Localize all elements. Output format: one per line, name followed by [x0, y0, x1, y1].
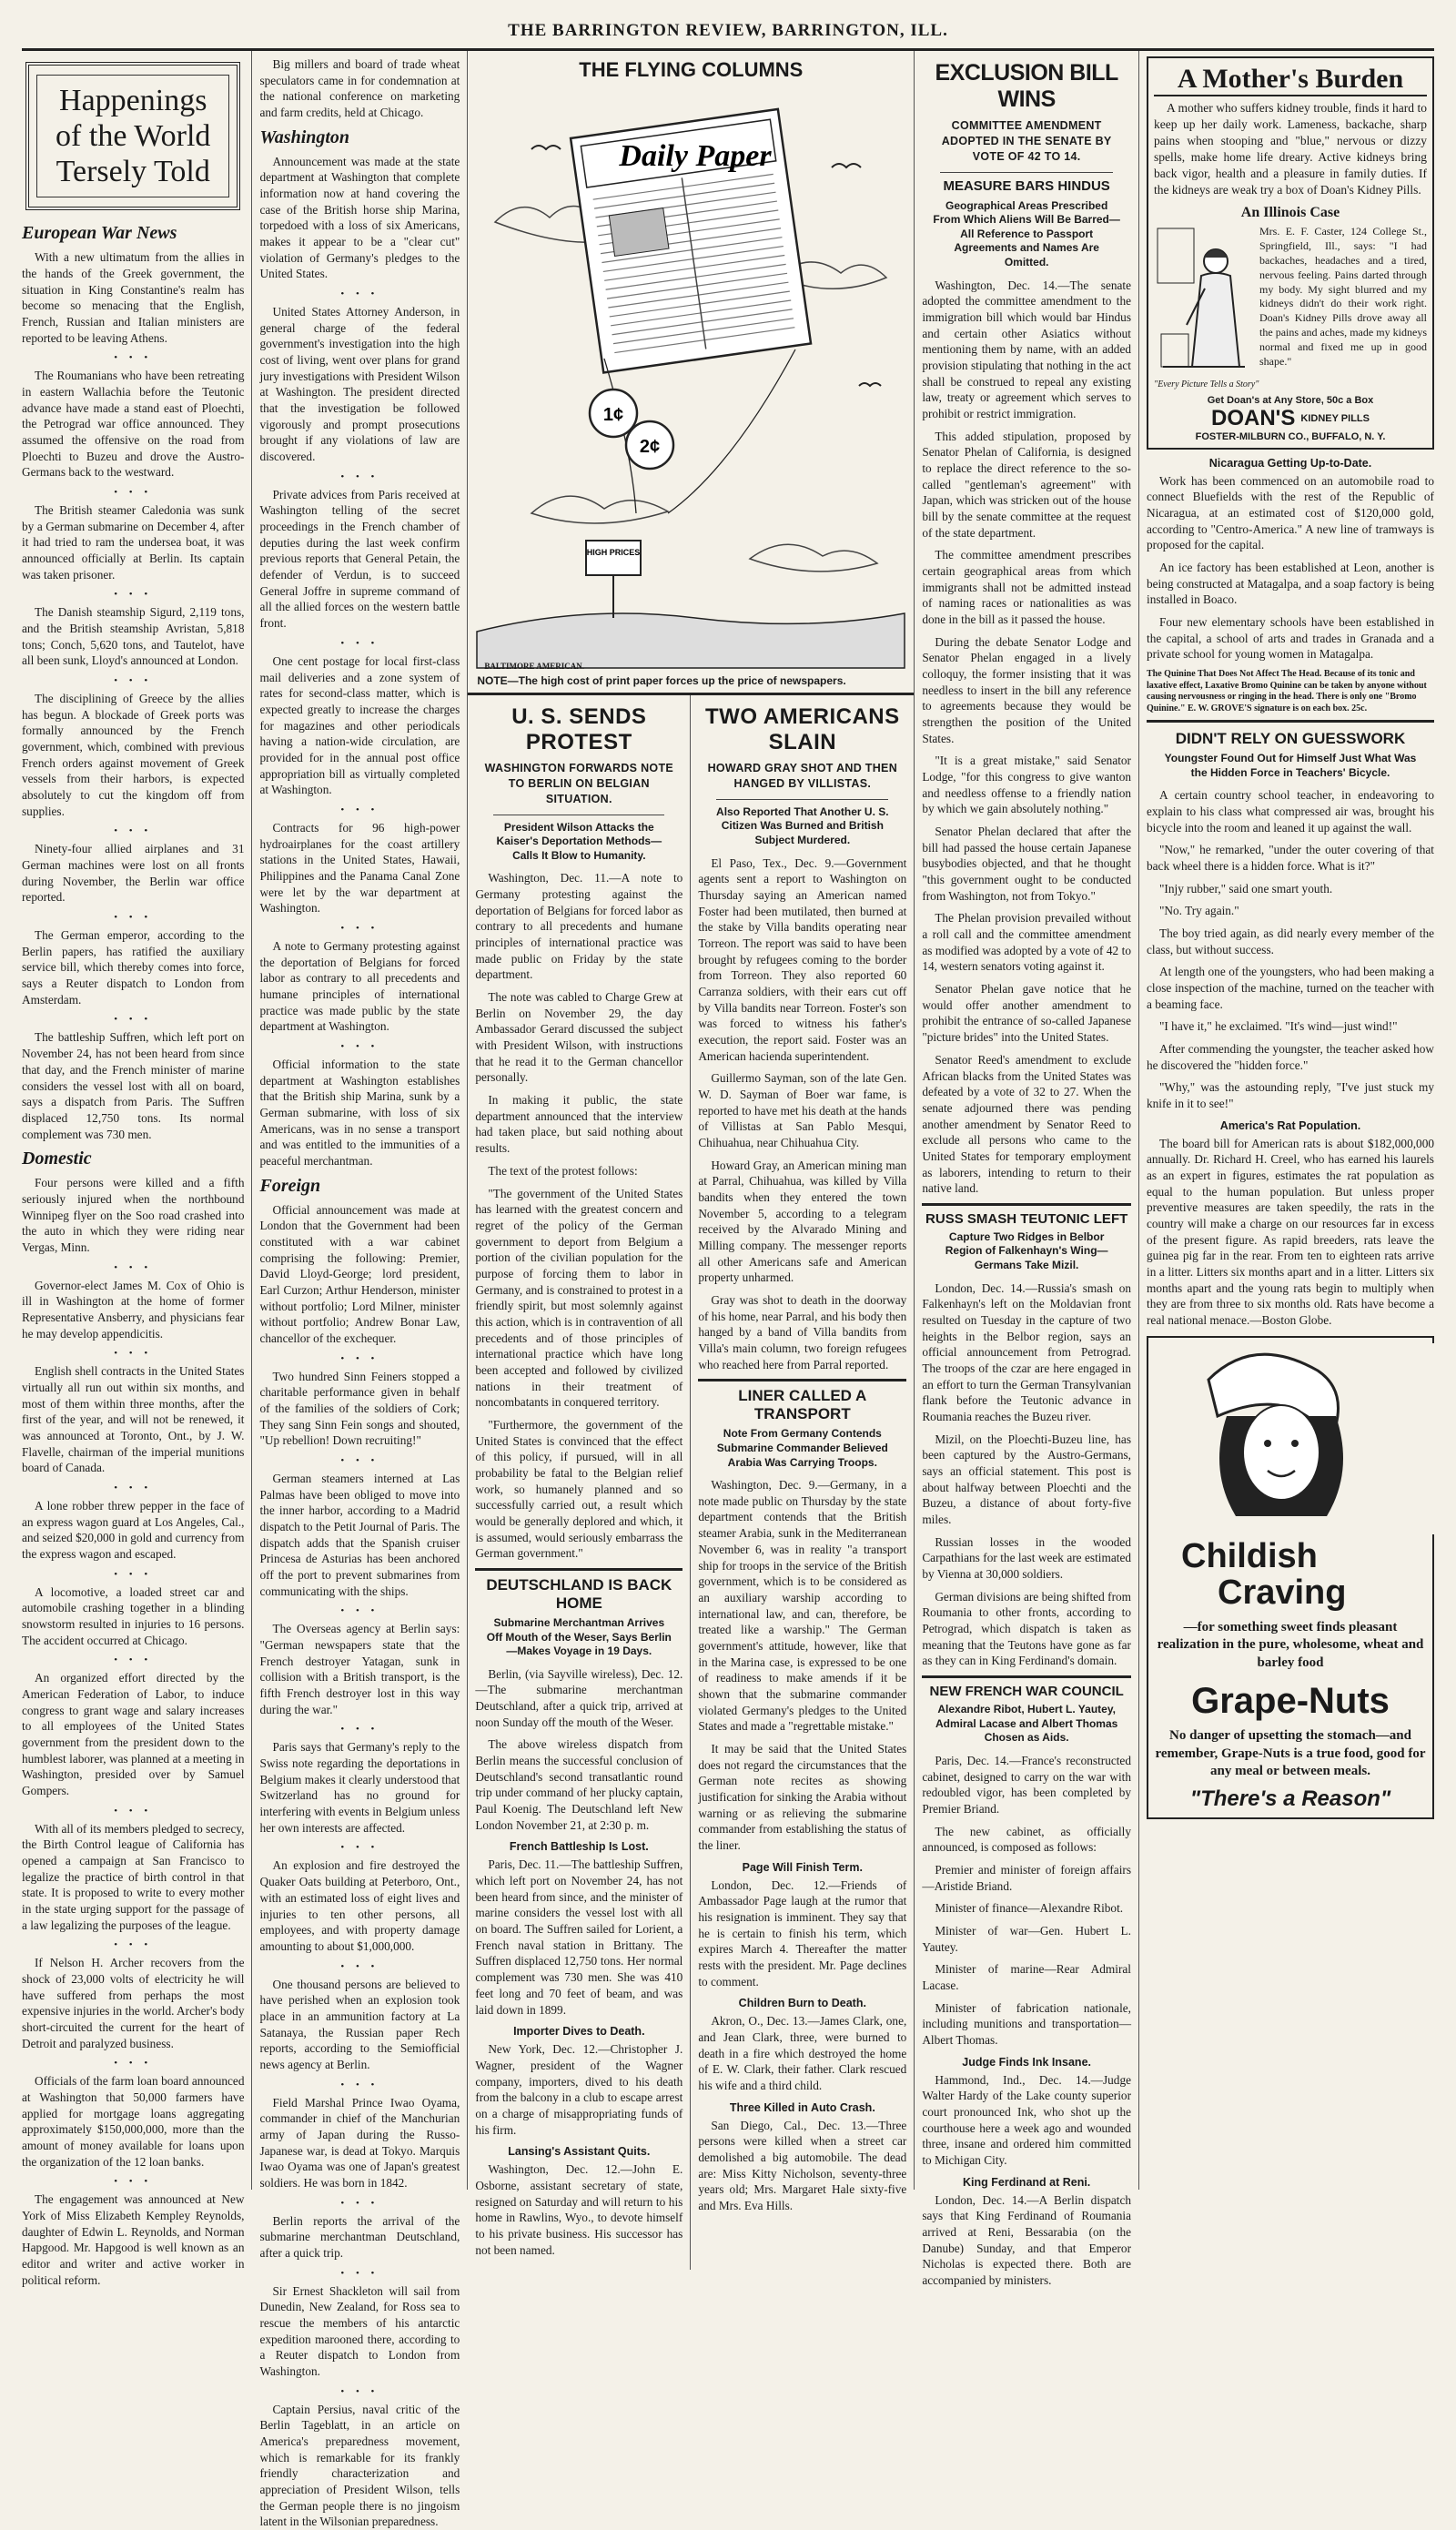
- column-americans: [691, 695, 914, 2270]
- deck-protest: WASHINGTON FORWARDS NOTE TO BERLIN ON BELGIAN SITUATION.: [484, 762, 674, 805]
- paragraph: Four persons were killed and a fifth seriously injured when the northbound Winnipeg flyer on the Soo road crashed into the auto in which they were riding near Vergas, Minn.: [22, 1176, 245, 1254]
- doans-picture-tag: "Every Picture Tells a Story": [1154, 379, 1259, 390]
- happenings-title-line: Happenings: [59, 84, 207, 117]
- paragraph: After commending the youngster, the teacher asked how he discovered the "hidden force.": [1147, 1042, 1434, 1072]
- coin-label: 2¢: [640, 437, 661, 457]
- separator-stars: • • •: [340, 2197, 379, 2209]
- grapenuts-title-line1: Childish: [1181, 1536, 1318, 1575]
- paragraph: The text of the protest follows:: [488, 1163, 638, 1178]
- paragraph: El Paso, Tex., Dec. 9.—Government agents sent a report to Washington on Thursday saying an American named Foster had been mutilated, then burned at the stake by Villa bandits operating near Torreon. The report was said to have been brought by refugees coming to the border from Torreon. They also reported 60 Carranza soldiers, with their ears cut off by Villa bandits near Torreon. Foster's son was forced to witness his father's execution, the report said. Foster was an American hacienda superintendent.: [698, 855, 907, 1063]
- separator-stars: • • •: [114, 2058, 153, 2070]
- paragraph: Mizil, on the Ploechti-Buzeu line, has been captured by the Austro-Germans, says an official statement. This post is about halfway between Ploechti and the Buzeu, a distance of about forty-five miles.: [922, 1432, 1131, 1527]
- grapenuts-body: —for something sweet finds pleasant realization in the pure, wholesome, wheat and barley food: [1157, 1619, 1424, 1670]
- newspaper-page: [9, 5, 1447, 2529]
- paragraph: Contracts for 96 high-power hydroairplanes for the coast artillery stations in the United States, Hawaii, Philippines and the Panama Canal Zone were let by the war department at Washington.: [259, 820, 460, 916]
- headline-russ: RUSS SMASH TEUTONIC LEFT: [925, 1210, 1128, 1227]
- cartoon: [468, 51, 914, 695]
- separator-stars: • • •: [340, 2267, 379, 2279]
- cartoon-paper-label: Daily Paper: [619, 139, 772, 173]
- headline-importer: Importer Dives to Death.: [513, 2025, 645, 2039]
- grapenuts-title-line2: Craving: [1218, 1573, 1347, 1612]
- paragraph: Captain Persius, naval critic of the Berlin Tageblatt, in an article on America's preparedness movement, which is remarkable for its frankly friendly characterization and appreciation of President Wilson, tells the German people there is no jingoism latent in the Wilsonian preparedness.: [259, 2402, 460, 2529]
- paragraph: "It is a great mistake," said Senator Lodge, "for this congress to give wanton and needless offense to a friendly nation by which we gain absolutely nothing.": [922, 754, 1131, 816]
- happenings-title-line: of the World: [56, 119, 211, 154]
- doans-title: A Mother's Burden: [1154, 64, 1427, 96]
- doans-case-title: An Illinois Case: [1240, 204, 1340, 220]
- headline-council: NEW FRENCH WAR COUNCIL: [929, 1684, 1124, 1700]
- paragraph: The above wireless dispatch from Berlin means the successful conclusion of Deutschland's second transatlantic round trip under command of her plucky captain, Paul Koenig. The Deutschland left New London November 21, at 2:30 p. m.: [475, 1737, 683, 1832]
- importer-text: New York, Dec. 12.—Christopher J. Wagner, president of the Wagner company, importers, dived to his death from the balcony in a club to escape arrest on a charge of misappropriating funds of his firm.: [475, 2042, 683, 2137]
- doans-advertisement: [1147, 56, 1434, 450]
- headline-deutschland: DEUTSCHLAND IS BACK HOME: [486, 1575, 672, 1612]
- section-heading: European War News: [22, 223, 177, 244]
- paragraph: "No. Try again.": [1159, 904, 1239, 918]
- children-text: Akron, O., Dec. 13.—James Clark, one, and Jean Clark, three, were burned to death in a fire which destroyed the home of E. W. Clark, their father. Clark rescued his wife and a third child.: [698, 2014, 907, 2092]
- paragraph: Ninety-four allied airplanes and 31 German machines were lost on all fronts during November, the Berlin war office reported.: [22, 842, 245, 905]
- doans-brand: DOAN'S: [1211, 405, 1296, 430]
- col2-body: [259, 127, 460, 2530]
- deck-council: Alexandre Ribot, Hubert L. Yautey, Admiral Lacase and Albert Thomas Chosen as Aids.: [935, 1703, 1118, 1745]
- paragraph: "Furthermore, the government of the United States is convinced that the effect of this policy, if pursued, will in all probability be fatal to the Belgian relief work, so humanely planned and so successfully carried out, a result which would be generally deplored and which, it is assumed, would seriously embarrass the German government.": [475, 1417, 683, 1561]
- separator-stars: • • •: [340, 1960, 379, 1972]
- headline-page: Page Will Finish Term.: [742, 1860, 863, 1874]
- paragraph: Official announcement was made at London that the Government had been constituted with a war cabinet comprising the following: Premier, David Lloyd-George; lord president, Earl Curzon; Arthur Henderson, minister without portfolio; Lord Milner, minister without portfolio; Andrew Bonar Law, chancellor of the exchequer.: [259, 1202, 460, 1346]
- happenings-title-box: [25, 62, 240, 210]
- grapenuts-brand: Grape-Nuts: [1191, 1681, 1390, 1722]
- paragraph: "Injy rubber," said one smart youth.: [1159, 881, 1333, 896]
- paragraph: A certain country school teacher, in endeavoring to explain to his class what compressed air was, brought his bicycle into the room and leaned it up against the wall.: [1147, 788, 1434, 835]
- paragraph: It may be said that the United States does not regard the circumstances that the German note recites as showing justification for sinking the Arabia without warning or as relieving the submarine commander from establishing the status of the liner.: [698, 1741, 907, 1852]
- separator-stars: • • •: [114, 675, 153, 687]
- guesswork-body: [1147, 787, 1434, 1111]
- paragraph: At length one of the youngsters, who had been making a close inspection of the machine, turned on the teacher with a beaming face.: [1147, 965, 1434, 1011]
- paragraph: Sir Ernest Shackleton will sail from Dunedin, New Zealand, for Ross sea to rescue the members of his antarctic expedition marooned there, according to a Reuter dispatch to London from Washington.: [259, 2283, 460, 2378]
- battleship-text: Paris, Dec. 11.—The battleship Suffren, which left port on November 24, has not been heard from since, and the minister of marine considers the vessel lost with all on board. The Suffren sailed for Lorient, a French naval station in Brittany. The Suffren displaced 12,750 tons. Her normal complement was 730 men. She was 410 feet long and 70 feet of beam, and was laid down in 1899.: [475, 1857, 683, 2017]
- paragraph: Senator Reed's amendment to exclude African blacks from the United States was defeated by a vote of 32 to 27. When the senate adjourned there was pending another amendment by Senator Reed to exclude all persons who came to the United States for temporary employment as laborers, intending to return to their native land.: [922, 1052, 1131, 1196]
- cartoon-illustration: [477, 86, 905, 668]
- doans-testimonial: Mrs. E. F. Caster, 124 College St., Springfield, Ill., says: "I had backaches, headaches and a tired, nervous feeling. Pains darted through my body. My sight blurred and my kidneys didn't do their work right. Doan's Kidney Pills drove away all the pains and aches, made my kidneys normal and fixed me up in good shape.": [1259, 224, 1427, 369]
- separator-stars: • • •: [340, 288, 379, 300]
- paragraph: An organized effort directed by the American Federation of Labor, to induce congress to grant wage and salary increases to all employees of the United States government from the president down to the humblest laborer, was planned at a meeting in Washington, presided over by Samuel Gompers.: [22, 1671, 245, 1798]
- paragraph: Russian losses in the wooded Carpathians for the last week are estimated by Vienna at 30,000 soldiers.: [922, 1534, 1131, 1582]
- paragraph: The new cabinet, as officially announced, is composed as follows:: [922, 1824, 1131, 1855]
- headline-guesswork: DIDN'T RELY ON GUESSWORK: [1175, 730, 1406, 748]
- separator-stars: • • •: [114, 352, 153, 364]
- council-body: [922, 1753, 1131, 2049]
- paragraph: With all of its members pledged to secrecy, the Birth Control league of California has opened a campaign at San Francisco to legalize the practice of birth control in that state. It is proposed to write to every mother in the state urging support for the passage of a law legalizing the purposes of the league.: [22, 1821, 245, 1932]
- grapenuts-girl-illustration: [1154, 1343, 1436, 1534]
- paragraph: A note to Germany protesting against the deportation of Belgians for forced labor as contrary to all precedents and humane principles of international practice was made public by the state department at Washington.: [259, 938, 460, 1034]
- paragraph: Paris says that Germany's reply to the Swiss note regarding the deportations in Belgium makes it clearly understood that Switzerland has no ground for interfering with events in Belgium unless her own interests are affected.: [259, 1740, 460, 1835]
- headline-battleship: French Battleship Is Lost.: [509, 1840, 649, 1854]
- paragraph: The Danish steamship Sigurd, 2,119 tons, and the British steamship Avristan, 5,818 tons; Conch, 5,620 tons, and Tautelot, have all been sunk, Lloyd's announced at London.: [22, 605, 245, 668]
- paragraph: The German emperor, according to the Berlin papers, has ratified the auxiliary service bill, which thereby comes into force, says a Reuter dispatch to London from Amsterdam.: [22, 928, 245, 1007]
- high-prices-box: [586, 541, 641, 575]
- separator-stars: • • •: [114, 1261, 153, 1273]
- separator-stars: • • •: [340, 2079, 379, 2090]
- lansing-text: Washington, Dec. 12.—John E. Osborne, assistant secretary of state, resigned on Saturday and will return to his home in Rawlins, Wyo., to devote himself to his private business. His successor has not been named.: [475, 2162, 683, 2257]
- deutschland-body: [475, 1666, 682, 1834]
- coin-label: 1¢: [603, 405, 624, 425]
- paragraph: The disciplining of Greece by the allies has begun. A blockade of Greek ports was formally announced by the French government, which, combined with previous French orders against movement of Greek vessels from their harbors, is expected absolutely to cut the kingdom off from supplies.: [22, 692, 245, 818]
- paragraph: The Phelan provision prevailed without a roll call and the committee amendment as modified was adopted by a vote of 42 to 14, western senators voting against it.: [922, 911, 1131, 974]
- russ-body: [922, 1280, 1131, 1669]
- paragraph: "I have it," he exclaimed. "It's wind—just wind!": [1159, 1019, 1398, 1034]
- paragraph: Premier and minister of foreign affairs—Aristide Briand.: [922, 1862, 1131, 1893]
- separator-stars: • • •: [114, 487, 153, 499]
- paragraph: Berlin, (via Sayville wireless), Dec. 12.—The submarine merchantman Deutschland, after a quick trip, arrived at noon Sunday off the mouth of the Weser.: [475, 1666, 683, 1729]
- paragraph: Field Marshal Prince Iwao Oyama, commander in chief of the Manchurian army of Japan during the Russo-Japanese war, is dead at Tokyo. Marquis Iwao Oyama was one of Japan's greatest soldiers. He was born in 1842.: [259, 2095, 460, 2190]
- paragraph: Officials of the farm loan board announced at Washington that 50,000 farmers have applied for mortgage loans aggregating approximately $150,000,000, more than the amount of money available for loans upon the organization of the 12 loan banks.: [22, 2074, 245, 2169]
- headline-auto-crash: Three Killed in Auto Crash.: [729, 2100, 875, 2114]
- paragraph: The note was cabled to Charge Grew at Berlin on November 29, the day Ambassador Gerard discussed the subject with President Wilson, with instructions that he read it to the German chancellor personally.: [475, 990, 683, 1085]
- quinine-notice: The Quinine That Does Not Affect The Head. Because of its tonic and laxative effect, Laxative Bromo Quinine can be taken by anyone without causing nervousness or ringing in the head. There is only one "Bromo Quinine." E. W. GROVE'S signature is on each box. 25c.: [1147, 669, 1427, 713]
- separator-stars: • • •: [340, 1352, 379, 1364]
- paragraph: The Roumanians who have been retreating in eastern Wallachia before the Teutonic advance have made a stand east of Ploechti, the Petrograd war office announced. They assumed the offensive on the road from Ploechti to Buzeu and drove the Austro-Germans back to the westward.: [22, 369, 245, 480]
- paragraph: The battleship Suffren, which left port on November 24, has not been heard from since that day, and the French minister of marine considers the vessel lost with all on board, says a dispatch from Paris. The Suffren displaced 12,750 tons. Its normal complement was 730 men.: [22, 1030, 245, 1141]
- separator-stars: • • •: [340, 637, 379, 649]
- ground: [477, 613, 905, 668]
- deck2-exclusion: MEASURE BARS HINDUS: [943, 177, 1110, 194]
- paragraph: The engagement was announced at New York of Miss Elizabeth Kempley Reynolds, daughter of Edwin L. Reynolds, and Norman Hapgood. Mr. Hapgood is well known as an editor and writer and active worker in political reform.: [22, 2192, 245, 2287]
- separator-stars: • • •: [340, 804, 379, 815]
- columns: [9, 51, 1447, 2529]
- separator-stars: • • •: [114, 1482, 153, 1493]
- separator-stars: • • •: [114, 1348, 153, 1360]
- paragraph: Guillermo Sayman, son of the late Gen. W. D. Sayman of Boer war fame, is reported to have met his death at the hands of Villistas at San Pablo Mesqui, Chihuahua, near Chihuahua City.: [698, 1071, 907, 1149]
- paragraph: Washington, Dec. 14.—The senate adopted the committee amendment to the immigration bill which would bar Hindus and certain other Asiatics without mentioning them by name, with an added provision stipulating that nothing in the act shall be construed to repeal any existing law, treaty or agreement which serves to prohibit or restrict immigration.: [922, 278, 1131, 420]
- paragraph: German steamers interned at Las Palmas have been obliged to move into the inner harbor, according to a Madrid dispatch to the Petit Journal of Paris. The dispatch adds that the Spanish cruiser Princesa de Asturias has been anchored off the port to prevent submarines from communicating with the ships.: [259, 1472, 460, 1598]
- paragraph: Four new elementary schools have been established in the capital, a school of arts and trades in Granada and a private school for young women in Matagalpa.: [1147, 615, 1434, 662]
- column-ads: [1139, 51, 1441, 2190]
- high-prices-label: HIGH PRICES: [587, 548, 641, 557]
- page-text: London, Dec. 12.—Friends of Ambassador Page laugh at the rumor that his resignation is imminent. They say that he is certain to finish his term, which expires March 4. Thereafter the matter rests with the president. Mr. Page declines to comment.: [698, 1877, 907, 1989]
- paragraph: English shell contracts in the United States virtually all run out within six months, and most of them within three months, after the first of the year, and will not be renewed, it was announced at Toronto, Ont., by J. W. Flavelle, chairman of the imperial munitions board of Canada.: [22, 1364, 245, 1475]
- paragraph: Washington, Dec. 9.—Germany, in a note made public on Thursday by the state department contends that the British steamer Arabia, sunk in the Mediterranean November 6, was in reality "a transport ship for troops in the service of the British government, which is to be considered as an auxiliary warship according to international law, and can, therefore, be treated like a warship." The German government's attitude, however, like that in the Marina case, is expressed to be one of readiness to make amends if it be shown that the submarine commander violated Germany's pledges to the United States and made a "regrettable mistake.": [698, 1478, 907, 1734]
- separator-stars: • • •: [114, 589, 153, 601]
- paragraph: Official information to the state department at Washington establishes that the British ship Marina, sunk by a German submarine, with loss of six Americans, was in no sense a transport and was entitled to the immunities of a peaceful merchantman.: [259, 1057, 460, 1168]
- paragraph: An explosion and fire destroyed the Quaker Oats building at Peterboro, Ont., with an estimated loss of eight lives and injuries to ten other persons, all employees, and with property damage amounting to about $1,000,000.: [259, 1858, 460, 1953]
- paragraph: Senator Phelan declared that after the bill had passed the house certain Japanese busybodies objected, and that he thought "this government ought to be conducted from Washington, not from Tokyo.": [922, 825, 1131, 903]
- deck-liner: Note From Germany Contends Submarine Commander Believed Arabia Was Carrying Troops.: [716, 1427, 888, 1469]
- paragraph: The Overseas agency at Berlin says: "German newspapers state that the French destroyer Yatagan, sunk in collision with a British transport, is the fifth French destroyer lost in this way during the war.": [259, 1622, 460, 1716]
- paragraph: The committee amendment prescribes certain geographical areas from which immigrants shall not be admitted instead of naming races or nationalities as was done in the bill as it passed the house.: [922, 548, 1131, 627]
- paragraph: Minister of fabrication nationale, including munitions and transportation—Albert Thomas.: [922, 2000, 1131, 2047]
- paragraph: Minister of finance—Alexandre Ribot.: [935, 1901, 1124, 1916]
- column-protest: [468, 695, 691, 2270]
- ferdinand-text: London, Dec. 14.—A Berlin dispatch says that King Ferdinand of Roumania arrived at Reni, Bessarabia (on the Danube) Sunday, and that Emperor Nicholas is expected there. Both are accompanied by ministers.: [922, 2192, 1131, 2288]
- headline-rat: America's Rat Population.: [1219, 1118, 1361, 1132]
- deck-guesswork: Youngster Found Out for Himself Just What Was the Hidden Force in Teachers' Bicycle.: [1164, 752, 1417, 779]
- paragraph: Berlin reports the arrival of the submarine merchantman Deutschland, after a quick trip.: [259, 2213, 460, 2260]
- separator-stars: • • •: [114, 1568, 153, 1580]
- separator-stars: • • •: [114, 2176, 153, 2188]
- deck-exclusion: COMMITTEE AMENDMENT ADOPTED IN THE SENATE BY VOTE OF 42 TO 14.: [941, 119, 1112, 163]
- rat-text: The board bill for American rats is about $182,000,000 annually. Dr. Richard H. Creel, who has earned his laurels as an expert in figures, estimates the rat population as equal to the human population. But unless proper preventive measures are taken speedily, the rats in the country will make a charge on our resources far in excess of the present figure. As rapid breeders, rats leave the guinea pig far in the rear. From ten to eighteen rats arrive in a litter. Litters six months apart and in a litter. Litters six months apart and the young rats begin to multiply when they are from three to six months old. Rats have become a real national menace.—Boston Globe.: [1147, 1136, 1434, 1328]
- separator-stars: • • •: [114, 825, 153, 837]
- paragraph: With a new ultimatum from the allies in the hands of the Greek government, the situation in King Constantine's realm has become so menacing that the English, French, Russian and Italian ministers are reported to be leaving Athens.: [22, 250, 245, 345]
- cartoon-caption: NOTE—The high cost of print paper forces up the price of newspapers.: [477, 674, 846, 687]
- paragraph: During the debate Senator Lodge and Senator Phelan engaged in a lively colloquy, the former insisting that it was needless to insert in the bill any reference to agreements because they would be strengthen the position of the United States.: [922, 634, 1131, 745]
- column-news: [252, 51, 468, 2529]
- liner-body: [698, 1477, 906, 1853]
- separator-stars: • • •: [340, 1455, 379, 1467]
- separator-stars: • • •: [114, 1805, 153, 1817]
- separator-stars: • • •: [114, 1939, 153, 1951]
- headline-judge: Judge Finds Ink Insane.: [962, 2055, 1091, 2069]
- separator-stars: • • •: [114, 1014, 153, 1026]
- paragraph: Howard Gray, an American mining man at Parral, Chihuahua, was killed by Villa bandits when they entered the town November 5, according to a telegram received by the Alvarado Mining and Milling company. The messenger reports all other Americans safe and American property unharmed.: [698, 1158, 907, 1285]
- doans-woman-illustration: [1154, 225, 1254, 380]
- paragraph: A lone robber threw pepper in the face of an express wagon guard at Los Angeles, Cal., and seized $20,000 in gold and currency from the express wagon and escaped.: [22, 1498, 245, 1561]
- nicaragua-body: [1147, 473, 1434, 663]
- exclusion-body: [922, 278, 1131, 1197]
- separator-stars: • • •: [114, 912, 153, 924]
- paragraph: The boy tried again, as did nearly every member of the class, but without success.: [1147, 926, 1434, 956]
- separator-stars: • • •: [340, 1724, 379, 1736]
- column-happenings: [15, 51, 252, 2287]
- paragraph: Announcement was made at the state department at Washington that complete information now at hand covering the case of the British horse ship Marina, torpedoed with a loss of six Americans, makes it appear to be a "clear cut" violation of Germany's pledges to the United States.: [259, 154, 460, 281]
- paragraph: Two hundred Sinn Feiners stopped a charitable performance given in behalf of the families of the soldiers of Cork; They sang Sinn Fein songs and shouted, "Up rebellion! Down recruiting!": [259, 1369, 460, 1448]
- section-heading: Domestic: [22, 1149, 92, 1169]
- separator-stars: • • •: [340, 922, 379, 934]
- paragraph: Paris, Dec. 14.—France's reconstructed cabinet, designed to carry on the war with redoubled vigor, has been completed by Premier Briand.: [922, 1753, 1131, 1816]
- headline-americans: TWO AMERICANS SLAIN: [705, 704, 900, 754]
- paragraph: The British steamer Caledonia was sunk by a German submarine on December 4, after it had tried to ram the undersea boat, it was announced officially at Berlin. Its captain was taken prisoner.: [22, 503, 245, 582]
- paragraph: London, Dec. 14.—Russia's smash on Falkenhayn's left on the Moldavian front resulted on Tuesday in the capture of two heights in the Belbor region, says an official announcement from Petrograd. The troops of the czar are here engaged in an effort to turn the German Transylvanian flank before the Teutonic advance in Roumania reaches the Buzeu river.: [922, 1280, 1131, 1424]
- grapenuts-advertisement: [1147, 1336, 1434, 1819]
- paragraph: Senator Phelan gave notice that he would offer another amendment to prohibit the entrance of so-called Japanese "picture brides" into the United States.: [922, 982, 1131, 1045]
- paragraph: United States Attorney Anderson, in general charge of the federal government's investigation into the high cost of living, went over plans for grand jury investigations with President Wilson at Washington. The president directed that the investigation be followed vigorously and prompt prosecutions brought if any violations of law are discovered.: [259, 305, 460, 464]
- paragraph: "Why," was the astounding reply, "I've just stuck my knife in it to see!": [1147, 1080, 1434, 1111]
- lead-paragraph: Big millers and board of trade wheat speculators came in for condemnation at the national conference on marketing and farm credits, held at Chicago.: [259, 57, 460, 120]
- masthead: THE BARRINGTON REVIEW, BARRINGTON, ILL.: [22, 5, 1434, 51]
- paragraph: If Nelson H. Archer recovers from the shock of 23,000 volts of electricity he will have suffered from perhaps the most expensive injuries in the world. Archer's body short-circuited the current for the heart of Detroit and paralyzed business.: [22, 1956, 245, 2050]
- separator-stars: • • •: [340, 1842, 379, 1854]
- paragraph: One cent postage for local first-class mail deliveries and a zone system of rates for second-class matter, which is expected greatly to increase the charges for magazines and other periodicals having a nation-wide circulation, are provided for in the annual post office appropriation bill as virtually completed at Washington.: [259, 653, 460, 797]
- separator-stars: • • •: [114, 1655, 153, 1666]
- paragraph: Gray was shot to death in the doorway of his home, near Parral, and his body then hanged by a band of Villa bandits from Villa's main column, two foreign refugees who reached here from Parral reported.: [698, 1293, 907, 1371]
- deck-americans: HOWARD GRAY SHOT AND THEN HANGED BY VILLISTAS.: [707, 762, 898, 790]
- doans-body: A mother who suffers kidney trouble, finds it hard to keep up her daily work. Lameness, backache, sharp pains when stooping and "blue," nervous or dizzy spells, make home life dreary. Active kidneys bring back vigor, health and a pleasure in family duties. If the kidneys are weak try a box of Doan's Kidney Pills.: [1154, 101, 1427, 197]
- section-heading: Washington: [259, 126, 350, 147]
- grapenuts-reason: "There's a Reason": [1189, 1786, 1391, 1811]
- paragraph: "The government of the United States has learned with the greatest concern and regret of the policy of the German government to deport from Belgium a portion of the civilian population for the purpose of forcing them to labor in Germany, and is constrained to protest in a friendly spirit, but most solemnly against this action, which is in contravention of all precedents and of those principles of international practice which have long been accepted and followed by civilized nations in their treatment of noncombatants in conquered territory.: [475, 1186, 683, 1410]
- cartoon-credit: BALTIMORE AMERICAN.: [484, 662, 584, 671]
- subdeck-protest: President Wilson Attacks the Kaiser's Deportation Methods—Calls It Blow to Humanity.: [496, 820, 662, 862]
- paragraph: In making it public, the state department announced that the interview had taken place, but said nothing about results.: [475, 1093, 683, 1156]
- headline-exclusion: EXCLUSION BILL WINS: [935, 60, 1118, 112]
- americans-body: [698, 855, 906, 1373]
- two-column-stories: [468, 695, 914, 2270]
- paragraph: "Now," he remarked, "under the outer covering of that back wheel there is a hidden force. What is it?": [1147, 843, 1434, 873]
- paragraph: Governor-elect James M. Cox of Ohio is ill in Washington at the home of former Representative Ansberry, and physicians fear he may develop appendicitis.: [22, 1278, 245, 1341]
- separator-stars: • • •: [340, 1040, 379, 1052]
- section-heading: Foreign: [259, 1175, 321, 1196]
- column-exclusion: [915, 51, 1139, 2288]
- deck-russ: Capture Two Ridges in Belbor Region of Falkenhayn's Wing—Germans Take Mizil.: [945, 1230, 1108, 1272]
- subdeck-exclusion: Geographical Areas Prescribed From Which Aliens Will Be Barred—All Reference to Passport Agreements and Names Are Omitted.: [933, 198, 1120, 268]
- grapenuts-body2: No danger of upsetting the stomach—and remember, Grape-Nuts is a true food, good for any meal or between meals.: [1155, 1728, 1426, 1779]
- headline-children: Children Burn to Death.: [738, 1997, 866, 2010]
- doans-firm: FOSTER-MILBURN CO., BUFFALO, N. Y.: [1195, 430, 1386, 442]
- paragraph: Minister of war—Gen. Hubert L. Yautey.: [922, 1923, 1131, 1954]
- paragraph: This added stipulation, proposed by Senator Phelan of California, is designed to replace the direct reference to the so-called "gentleman's agreement" with Japan, which was stricken out of the house bill by the senate committee at the request of the state department.: [922, 429, 1131, 540]
- headline-nicaragua: Nicaragua Getting Up-to-Date.: [1208, 456, 1372, 470]
- cartoon-title: THE FLYING COLUMNS: [579, 58, 804, 81]
- paragraph: German divisions are being shifted from Roumania to other fronts, according to Petrograd, which dispatch is taken as meaning that the Teutons have gone as far as they can in King Ferdinand's domain.: [922, 1589, 1131, 1668]
- column-cartoon-and-stories: [468, 51, 915, 2257]
- doans-brand-sub: KIDNEY PILLS: [1300, 412, 1370, 424]
- auto-crash-text: San Diego, Cal., Dec. 13.—Three persons were killed when a street car demolished a big automobile. The dead are: Miss Kitty Nicholson, seventy-three years old; Mrs. Margaret Hale sixty-five and Mrs. Eva Hills.: [698, 2118, 907, 2213]
- separator-stars: • • •: [340, 2385, 379, 2397]
- protest-body: [475, 870, 682, 1562]
- happenings-body: [22, 223, 244, 2288]
- happenings-title-line: Tersely Told: [56, 155, 210, 189]
- doans-buy-line: Get Doan's at Any Store, 50c a Box: [1207, 394, 1374, 406]
- separator-stars: • • •: [340, 471, 379, 482]
- judge-text: Hammond, Ind., Dec. 14.—Judge Walter Hardy of the Lake county superior court pronounced Ink, who shot up the courthouse here a week ago and wounded three, insane and ordered him committed to Michigan City.: [922, 2072, 1131, 2167]
- paragraph: One thousand persons are believed to have perished when an explosion took place in an ammunition factory at La Satanaya, the Russian paper Rech reports, according to the Semiofficial news agency at Berlin.: [259, 1977, 460, 2071]
- paragraph: Minister of marine—Rear Admiral Lacase.: [922, 1962, 1131, 1992]
- paragraph: Private advices from Paris received at Washington telling of the secret proceedings in the French chamber of deputies during the last week confirm previous reports that General Petain, the defender of Verdun, is to succeed General Joffre in supreme command of all the allied forces on the western battle front.: [259, 487, 460, 631]
- deck-deutschland: Submarine Merchantman Arrives Off Mouth of the Weser, Says Berlin—Makes Voyage in 19 Days.: [486, 1615, 672, 1658]
- headline-protest: U. S. SENDS PROTEST: [511, 704, 647, 754]
- paragraph: A locomotive, a loaded street car and automobile crashing together in a blinding snowstorm resulted in injuries to 16 persons. The accident occurred at Chicago.: [22, 1584, 245, 1647]
- headline-liner: LINER CALLED A TRANSPORT: [738, 1387, 867, 1423]
- headline-lansing: Lansing's Assistant Quits.: [508, 2145, 651, 2159]
- paragraph: An ice factory has been established at Leon, another is being constructed at Matagalpa, and a soap factory is being installed in Boaco.: [1147, 561, 1434, 607]
- paragraph: Work has been commenced on an automobile road to connect Bluefields with the rest of the Republic of Nicaragua, at an estimated cost of $120,000 gold, according to "Centro-America." A new line of tramways is proposed for the capital.: [1147, 473, 1434, 552]
- headline-ferdinand: King Ferdinand at Reni.: [963, 2175, 1091, 2189]
- paragraph: Washington, Dec. 11.—A note to Germany protesting against the deportation of Belgians for forced labor as contrary to all precedents and humane principles of international practice was made public on Friday by the state department.: [475, 871, 683, 982]
- subdeck-americans: Also Reported That Another U. S. Citizen Was Burned and British Subject Murdered.: [716, 805, 889, 846]
- separator-stars: • • •: [340, 1605, 379, 1617]
